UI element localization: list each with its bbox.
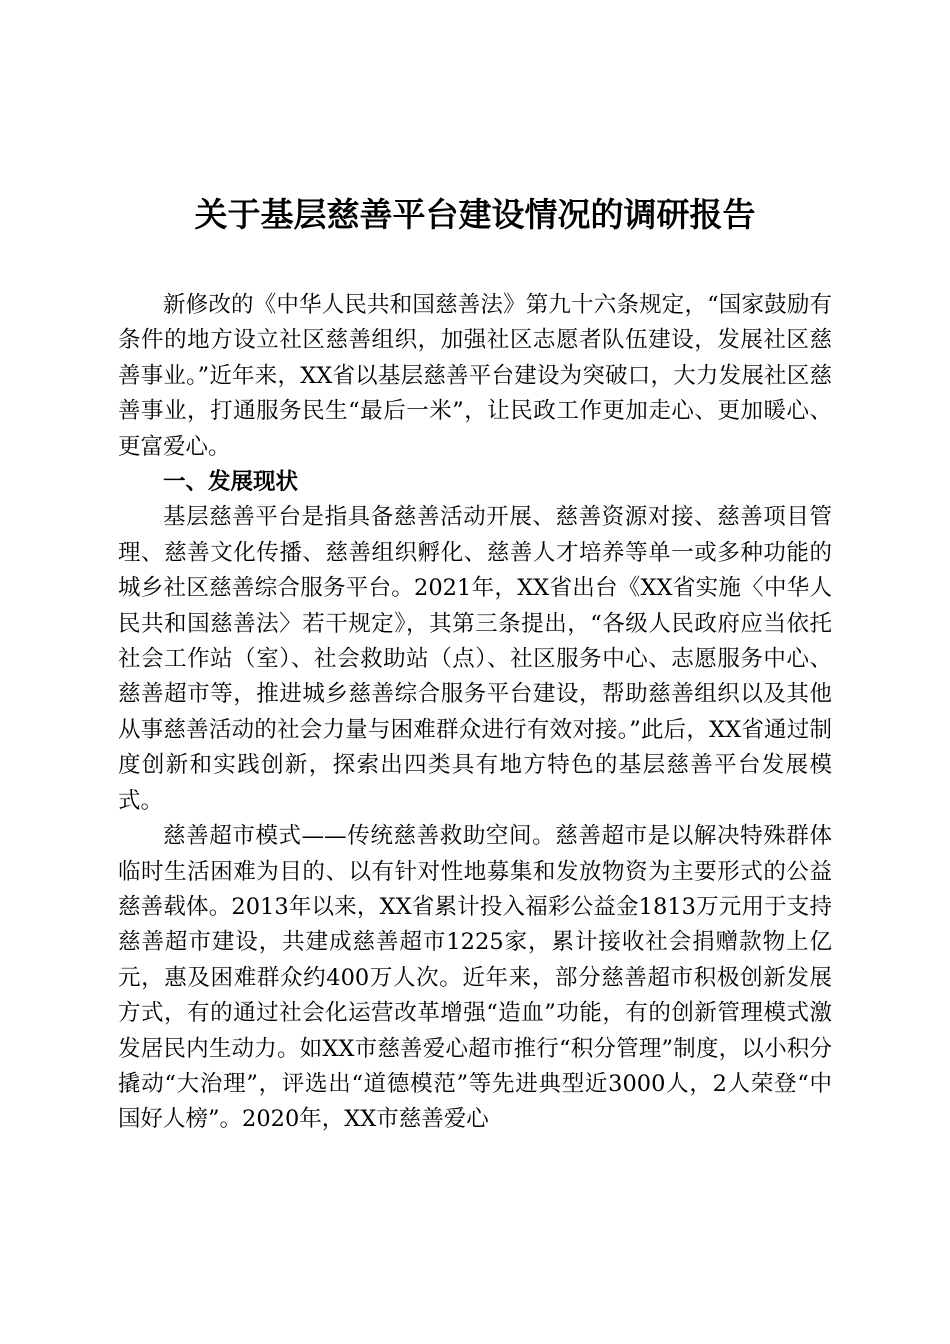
- platform-definition-paragraph: 基层慈善平台是指具备慈善活动开展、慈善资源对接、慈善项目管理、慈善文化传播、慈善组织孵化、慈善人才培养等单一或多种功能的城乡社区慈善综合服务平台。2021年，XX省出台《XX省实施〈中华人民共和国慈善法〉若干规定》，其第三条提出，“各级人民政府应当依托社会工作站（室）、社会救助站（点）、社区服务中心、志愿服务中心、慈善超市等，推进城乡慈善综合服务平台建设，帮助慈善组织以及其他从事慈善活动的社会力量与困难群众进行有效对接。”此后，XX省通过制度创新和实践创新，探索出四类具有地方特色的基层慈善平台发展模式。: [118, 504, 832, 814]
- document-body: [118, 288, 832, 1138]
- document-title: 关于基层慈善平台建设情况的调研报告: [194, 195, 756, 234]
- intro-paragraph: 新修改的《中华人民共和国慈善法》第九十六条规定，“国家鼓励有条件的地方设立社区慈善组织，加强社区志愿者队伍建设，发展社区慈善事业。”近年来，XX省以基层慈善平台建设为突破口，大力发展社区慈善事业，打通服务民生“最后一米”，让民政工作更加走心、更加暖心、更富爱心。: [118, 292, 832, 460]
- section-heading-status: 一、发展现状: [163, 469, 299, 496]
- charity-supermarket-paragraph: 慈善超市模式——传统慈善救助空间。慈善超市是以解决特殊群体临时生活困难为目的、以有针对性地募集和发放物资为主要形式的公益慈善载体。2013年以来，XX省累计投入福彩公益金1813万元用于支持慈善超市建设，共建成慈善超市1225家，累计接收社会捐赠款物上亿元，惠及困难群众约400万人次。近年来，部分慈善超市积极创新发展方式，有的通过社会化运营改革增强“造血”功能，有的创新管理模式激发居民内生动力。如XX市慈善爱心超市推行“积分管理”制度，以小积分撬动“大治理”，评选出“道德模范”等先进典型近3000人，2人荣登“中国好人榜”。2020年，XX市慈善爱心: [118, 823, 832, 1133]
